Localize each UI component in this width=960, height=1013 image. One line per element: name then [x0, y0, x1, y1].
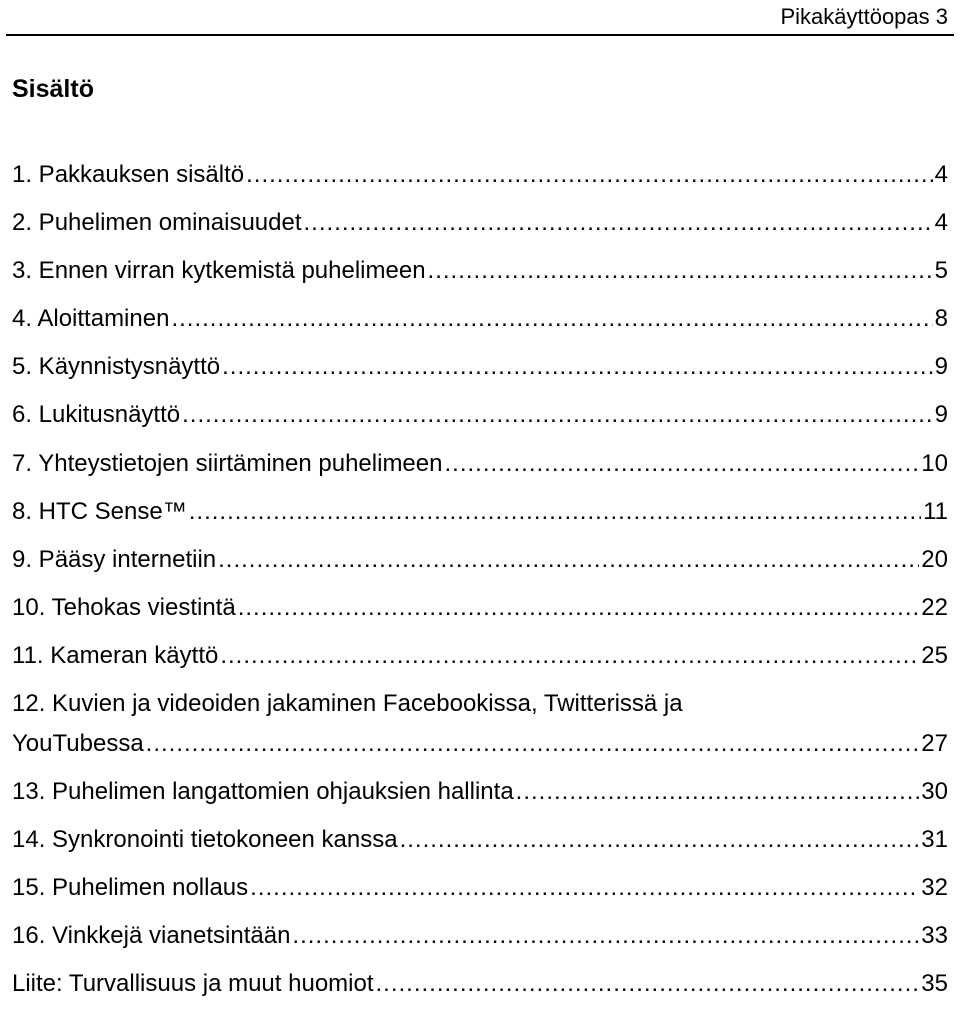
toc-entry-label: 7. Yhteystietojen siirtäminen puhelimeen	[12, 449, 443, 477]
toc-entry-page: 9	[934, 401, 948, 429]
toc-entry-label: 14. Synkronointi tietokoneen kanssa	[12, 826, 398, 854]
toc-dot-leader	[292, 919, 919, 952]
toc-dot-leader	[250, 871, 919, 904]
toc-entry[interactable]	[12, 964, 948, 1012]
toc-dot-leader	[182, 398, 933, 431]
table-of-contents	[12, 155, 948, 1013]
toc-entry[interactable]	[12, 395, 948, 443]
toc-entry-page: 35	[921, 970, 948, 998]
toc-dot-leader	[428, 254, 933, 287]
toc-entry-page: 31	[921, 826, 948, 854]
toc-entry-page: 33	[921, 922, 948, 950]
toc-entry[interactable]	[12, 155, 948, 203]
toc-entry-label: 10. Tehokas viestintä	[12, 593, 236, 621]
toc-entry-label-continued: YouTubessa	[12, 730, 144, 758]
toc-entry-label: 16. Vinkkejä vianetsintään	[12, 922, 291, 950]
toc-dot-leader	[218, 543, 919, 576]
toc-entry-label: Liite: Turvallisuus ja muut huomiot	[12, 970, 374, 998]
toc-entry-page: 30	[921, 778, 948, 806]
toc-entry-label: 4. Aloittaminen	[12, 305, 170, 333]
toc-entry-label: 2. Puhelimen ominaisuudet	[12, 209, 302, 237]
toc-entry-page: 9	[934, 353, 948, 381]
toc-entry-label: 12. Kuvien ja videoiden jakaminen Facebookissa, Twitterissä ja	[12, 690, 683, 718]
toc-dot-leader	[189, 495, 921, 528]
toc-dot-leader	[146, 727, 920, 760]
toc-entry[interactable]	[12, 772, 948, 820]
toc-entry-label: 13. Puhelimen langattomien ohjauksien hallinta	[12, 778, 514, 806]
toc-entry[interactable]	[12, 347, 948, 395]
toc-entry-label: 8. HTC Sense™	[12, 497, 187, 525]
toc-dot-leader	[304, 206, 933, 239]
toc-entry-page: 25	[921, 641, 948, 669]
toc-entry-page: 27	[921, 730, 948, 758]
toc-entry[interactable]	[12, 820, 948, 868]
toc-entry-page: 10	[921, 449, 948, 477]
toc-entry-page: 8	[934, 305, 948, 333]
toc-entry[interactable]	[12, 492, 948, 540]
toc-entry[interactable]	[12, 588, 948, 636]
toc-entry[interactable]	[12, 916, 948, 964]
toc-dot-leader	[220, 639, 919, 672]
toc-entry-label: 3. Ennen virran kytkemistä puhelimeen	[12, 257, 426, 285]
toc-entry-page: 20	[921, 545, 948, 573]
toc-dot-leader	[246, 158, 933, 191]
toc-entry[interactable]	[12, 203, 948, 251]
toc-entry[interactable]	[12, 684, 948, 772]
toc-entry-page: 4	[934, 209, 948, 237]
toc-entry[interactable]	[12, 540, 948, 588]
toc-heading: Sisältö	[12, 75, 94, 103]
toc-dot-leader	[238, 591, 920, 624]
toc-entry-label: 6. Lukitusnäyttö	[12, 401, 181, 429]
toc-entry[interactable]	[12, 444, 948, 492]
toc-entry-page: 5	[934, 257, 948, 285]
toc-dot-leader	[516, 775, 920, 808]
toc-entry-continuation	[12, 727, 948, 760]
toc-dot-leader	[222, 350, 933, 383]
header-divider	[6, 34, 954, 36]
toc-dot-leader	[376, 967, 920, 1000]
toc-dot-leader	[400, 823, 920, 856]
toc-entry-label: 9. Pääsy internetiin	[12, 545, 217, 573]
page-header-title: Pikakäyttöopas 3	[780, 4, 948, 29]
toc-entry-label: 1. Pakkauksen sisältö	[12, 161, 245, 188]
toc-entry-label: 15. Puhelimen nollaus	[12, 874, 249, 902]
toc-entry-label: 5. Käynnistysnäyttö	[12, 353, 221, 381]
toc-entry-label: 11. Kameran käyttö	[12, 641, 219, 669]
toc-entry-page: 4	[934, 161, 948, 188]
toc-entry[interactable]	[12, 868, 948, 916]
toc-entry-page: 32	[921, 874, 948, 902]
toc-dot-leader	[171, 302, 932, 335]
toc-dot-leader	[444, 447, 919, 480]
toc-entry-page: 22	[921, 593, 948, 621]
toc-entry[interactable]	[12, 299, 948, 347]
toc-entry[interactable]	[12, 251, 948, 299]
toc-entry[interactable]	[12, 636, 948, 684]
toc-entry-page: 11	[923, 497, 948, 525]
